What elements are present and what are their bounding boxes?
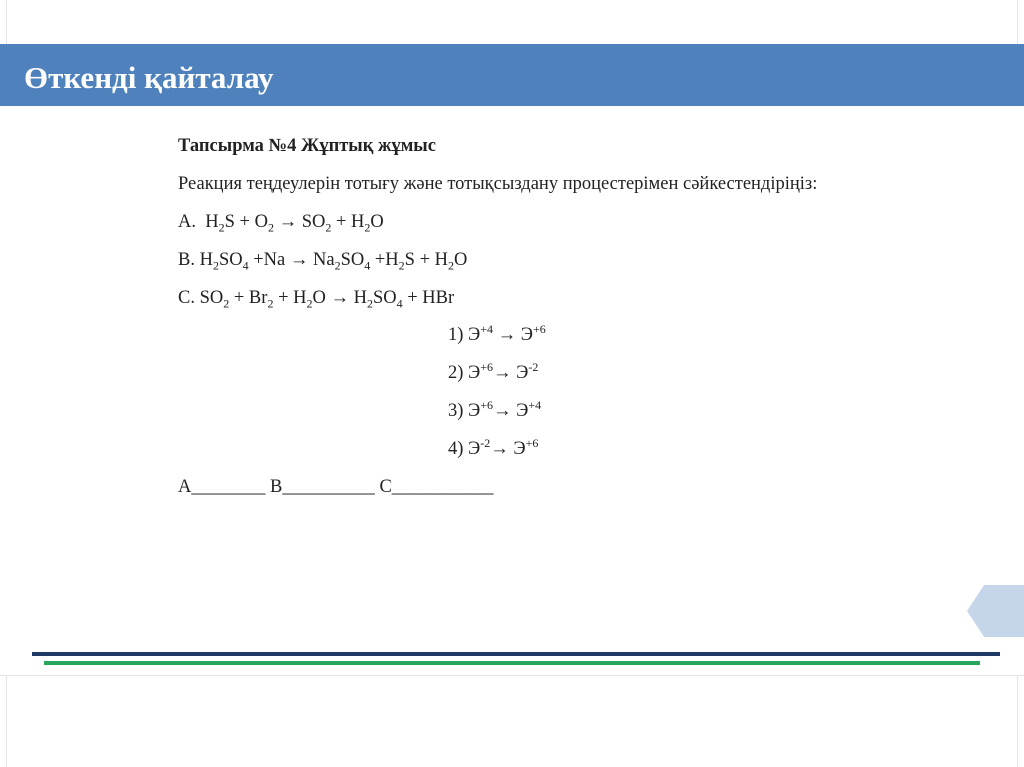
slide-title: Өткенді қайталау xyxy=(24,60,274,95)
equation-label: B. xyxy=(178,249,195,270)
equation-b: B. $H_2SO_4 +Na \to Na_2SO_4 +H_2S + H_2O$ xyxy=(178,249,468,273)
instruction-text: Реакция теңдеулерін тотығу және тотықсыздану процестерімен сәйкестендіріңіз: xyxy=(178,173,818,194)
previous-slide-arrow-icon[interactable] xyxy=(967,585,1024,637)
equation-label: A. xyxy=(178,211,196,232)
process-2: 2) $Э^{+6}\to Э^{-2}$ xyxy=(448,360,539,384)
footer-rule-blue xyxy=(32,652,1000,656)
process-4: 4) $Э^{-2}\to Э^{+6}$ xyxy=(448,435,539,460)
slide-bottom-frame xyxy=(6,676,1018,767)
equation-c: C. $SO_2 + Br_2 + H_2O \to H_2SO_4$ + HBr xyxy=(178,287,455,311)
equation-label: C. xyxy=(178,287,195,308)
process-3: 3) $Э^{+6}\to Э^{+4}$ xyxy=(448,398,542,422)
footer-rule-green xyxy=(44,661,980,665)
equation-a: A. $H_2S + O_2 \to SO_2 + H_2O$ xyxy=(178,211,384,235)
slide-top-frame xyxy=(6,0,1018,44)
slide-content xyxy=(178,134,828,501)
task-title: Тапсырма №4 Жұптық жұмыс xyxy=(178,136,436,156)
answer-line: A________ B__________ C___________ xyxy=(178,477,494,498)
process-1: 1) $Э^{+4} \to Э^{+6}$ xyxy=(448,322,546,346)
